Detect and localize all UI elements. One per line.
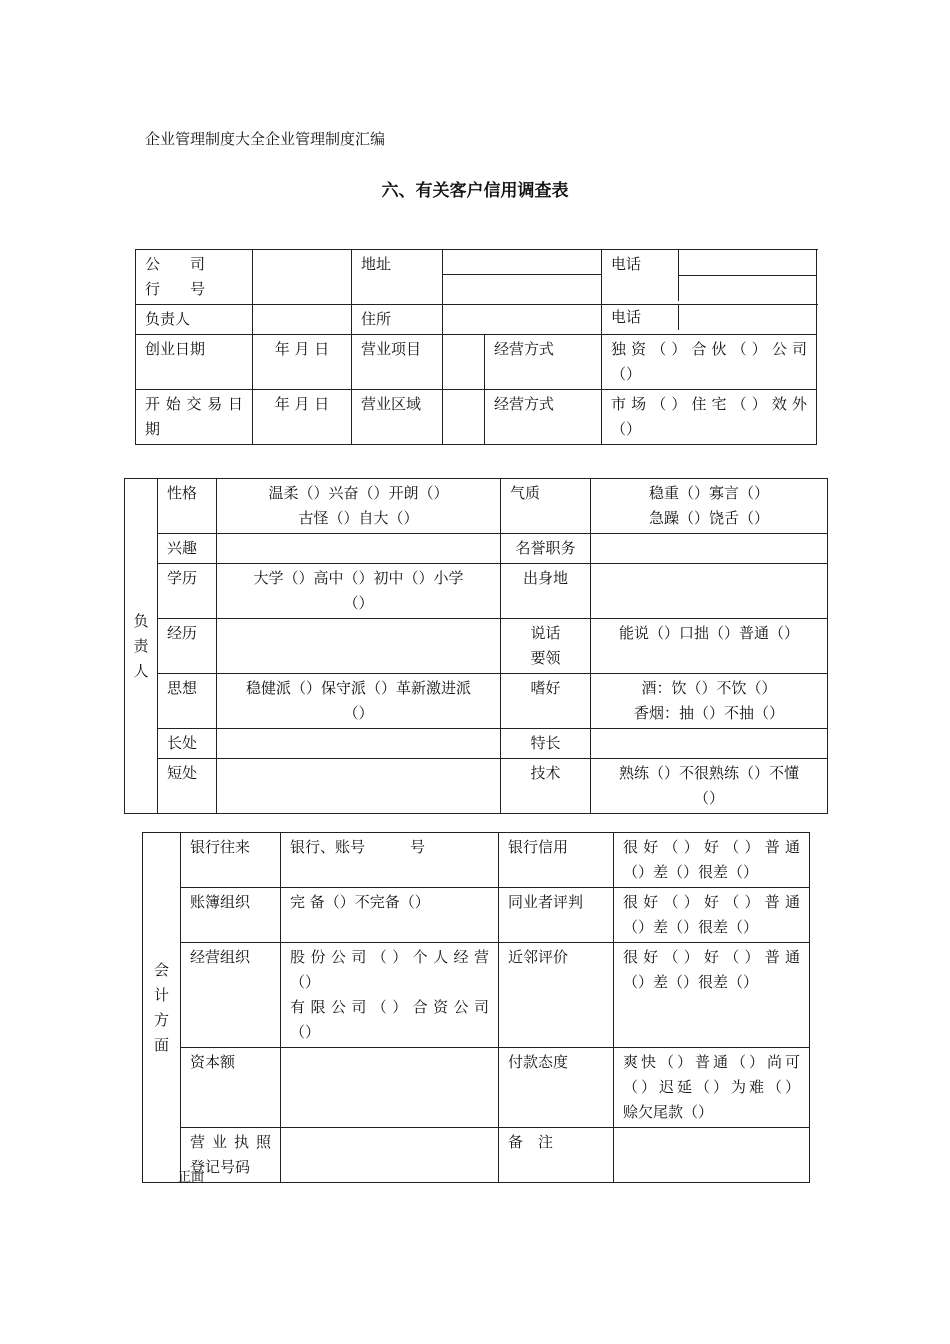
start-date-value[interactable]: 年 月 日 <box>253 390 352 445</box>
speech-label: 说话 要领 <box>501 619 591 674</box>
honor-label: 名誉职务 <box>501 534 591 564</box>
owner-value[interactable] <box>253 305 352 335</box>
remark-label: 备 注 <box>499 1128 614 1183</box>
thought-options[interactable]: 稳健派（）保守派（）革新激进派 （） <box>217 674 501 729</box>
company-value[interactable] <box>253 250 352 305</box>
bank-credit-options[interactable]: 很好（）好（）普通 （）差（）很差（） <box>614 833 810 888</box>
page-footer: 正面 <box>178 1170 205 1185</box>
experience-value[interactable] <box>217 619 501 674</box>
experience-label: 经历 <box>158 619 217 674</box>
bank-credit-label: 银行信用 <box>499 833 614 888</box>
accounting-section-label: 会 计 方 面 <box>143 833 181 1183</box>
biz-item-value[interactable] <box>443 335 485 390</box>
biz-mode2-label: 经营方式 <box>485 390 602 445</box>
biz-area-value[interactable] <box>443 390 485 445</box>
found-date-label: 创业日期 <box>136 335 253 390</box>
start-date-label: 开始交易日 期 <box>136 390 253 445</box>
org-label: 经营组织 <box>181 943 281 1048</box>
org-options[interactable]: 股份公司（）个人经营 （） 有限公司（）合资公司 （） <box>281 943 499 1048</box>
education-options[interactable]: 大学（）高中（）初中（）小学 （） <box>217 564 501 619</box>
found-date-value[interactable]: 年 月 日 <box>253 335 352 390</box>
strength-value[interactable] <box>217 729 501 759</box>
capital-label: 资本额 <box>181 1048 281 1128</box>
skill-label: 技术 <box>501 759 591 814</box>
capital-value[interactable] <box>281 1048 499 1128</box>
biz-mode-label: 经营方式 <box>485 335 602 390</box>
hobby-options[interactable]: 酒：饮（）不饮（） 香烟：抽（）不抽（） <box>591 674 828 729</box>
license-value[interactable] <box>281 1128 499 1183</box>
phone-group <box>602 250 817 305</box>
address-label: 地址 <box>352 250 443 305</box>
owner-profile-table <box>124 478 828 814</box>
interest-label: 兴趣 <box>158 534 217 564</box>
payment-options[interactable]: 爽快（）普通（）尚可 （）迟延（）为难（） 赊欠尾款（） <box>614 1048 810 1128</box>
residence-value[interactable] <box>443 305 602 335</box>
biz-area-label: 营业区域 <box>352 390 443 445</box>
biz-item-label: 营业项目 <box>352 335 443 390</box>
page-title: 六、有关客户信用调查表 <box>381 181 569 201</box>
speech-options[interactable]: 能说（）口拙（）普通（） <box>591 619 828 674</box>
strength-label: 长处 <box>158 729 217 759</box>
remark-value[interactable] <box>614 1128 810 1183</box>
skill-options[interactable]: 熟练（）不很熟练（）不懂 （） <box>591 759 828 814</box>
interest-value[interactable] <box>217 534 501 564</box>
company-info-table <box>135 249 817 445</box>
residence-label: 住所 <box>352 305 443 335</box>
page-header: 企业管理制度大全企业管理制度汇编 <box>145 130 386 148</box>
origin-value[interactable] <box>591 564 828 619</box>
address-value[interactable] <box>443 250 602 305</box>
honor-value[interactable] <box>591 534 828 564</box>
temperament-label: 气质 <box>501 479 591 534</box>
biz-mode-options[interactable]: 独资（）合伙（）公司 （） <box>602 335 817 390</box>
license-label: 营业执照 登记号码 <box>181 1128 281 1183</box>
specialty-label: 特长 <box>501 729 591 759</box>
biz-mode2-options[interactable]: 市场（）住宅（）效外 （） <box>602 390 817 445</box>
peer-options[interactable]: 很好（）好（）普通 （）差（）很差（） <box>614 888 810 943</box>
neighbor-options[interactable]: 很好（）好（）普通 （）差（）很差（） <box>614 943 810 1048</box>
specialty-value[interactable] <box>591 729 828 759</box>
payment-label: 付款态度 <box>499 1048 614 1128</box>
owner-section-label: 负 责 人 <box>125 479 158 814</box>
company-label: 公 司 行 号 <box>136 250 253 305</box>
phone2-label: 电话 <box>602 305 679 330</box>
bank-value[interactable]: 银行、账号 号 <box>281 833 499 888</box>
peer-label: 同业者评判 <box>499 888 614 943</box>
books-label: 账簿组织 <box>181 888 281 943</box>
personality-label: 性格 <box>158 479 217 534</box>
phone-value[interactable] <box>679 250 816 301</box>
education-label: 学历 <box>158 564 217 619</box>
temperament-options[interactable]: 稳重（）寡言（） 急躁（）饶舌（） <box>591 479 828 534</box>
accounting-table <box>142 832 810 1183</box>
books-options[interactable]: 完 备（）不完备（） <box>281 888 499 943</box>
phone2-value[interactable] <box>679 305 816 330</box>
hobby-label: 嗜好 <box>501 674 591 729</box>
weakness-value[interactable] <box>217 759 501 814</box>
neighbor-label: 近邻评价 <box>499 943 614 1048</box>
thought-label: 思想 <box>158 674 217 729</box>
weakness-label: 短处 <box>158 759 217 814</box>
bank-label: 银行往来 <box>181 833 281 888</box>
origin-label: 出身地 <box>501 564 591 619</box>
phone2-group <box>602 305 817 335</box>
phone-label: 电话 <box>602 250 679 301</box>
personality-options[interactable]: 温柔（）兴奋（）开朗（） 古怪（）自大（） <box>217 479 501 534</box>
owner-label: 负责人 <box>136 305 253 335</box>
